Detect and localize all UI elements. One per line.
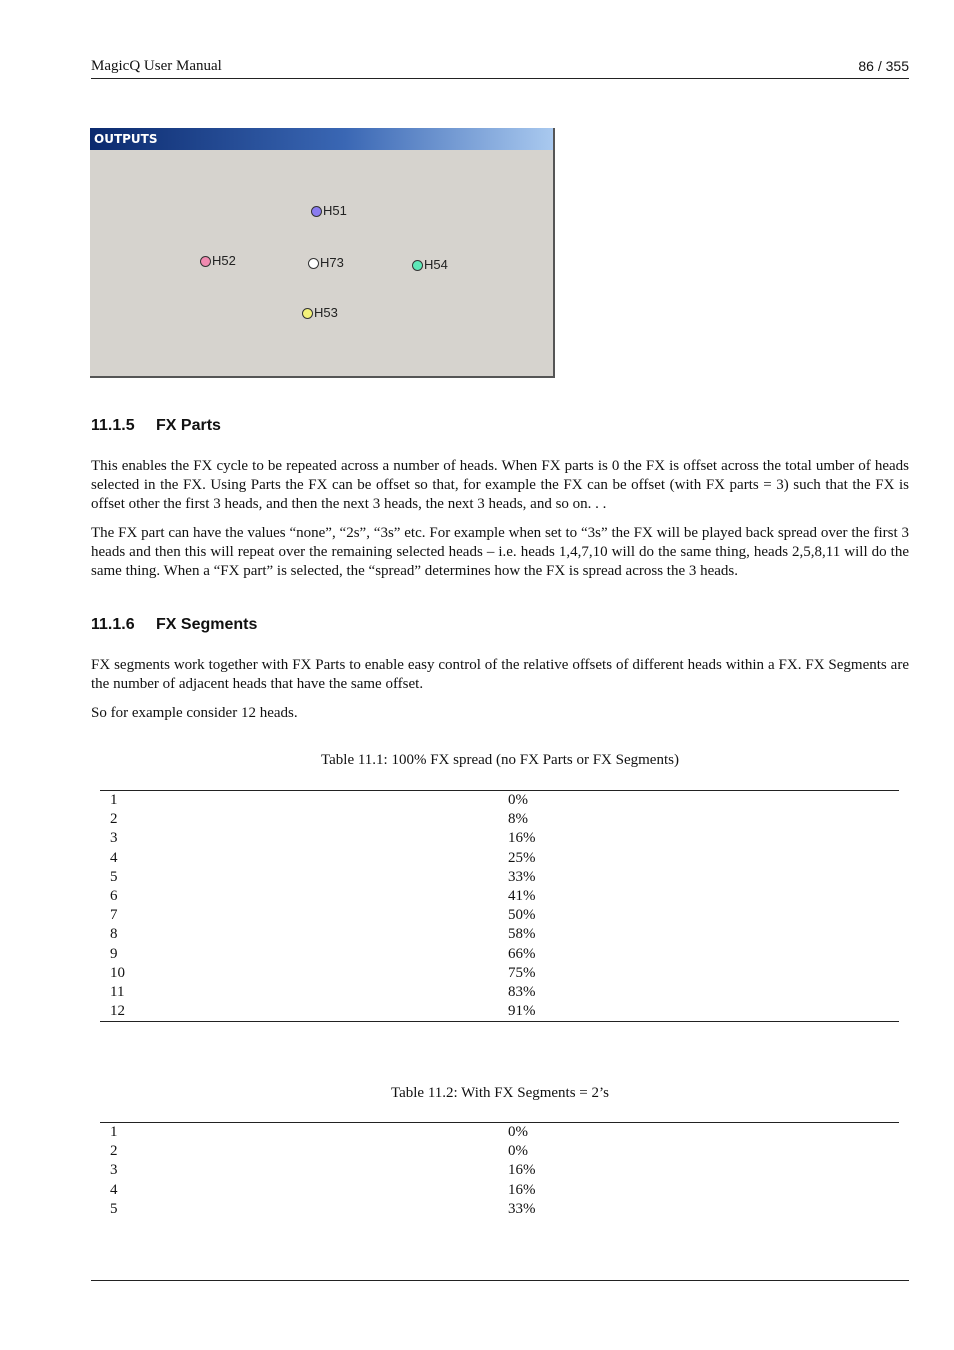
head-marker-h52[interactable]: [200, 254, 236, 268]
head-marker-h53[interactable]: [302, 306, 338, 320]
offset-cell: 0%: [508, 1124, 528, 1140]
table-caption: Table 11.1: 100% FX spread (no FX Parts or FX Segments): [321, 752, 679, 768]
table-row: [100, 887, 899, 906]
head-number-cell: 8: [110, 926, 118, 943]
offset-cell: 83%: [508, 983, 536, 1000]
head-dot-icon: [311, 206, 322, 217]
page-number: 86 / 355: [858, 58, 909, 74]
section-heading-fx-parts: [91, 417, 221, 435]
head-label: H53: [314, 305, 338, 320]
table-row: [100, 829, 899, 848]
offset-cell: 50%: [508, 907, 536, 924]
table-row: [100, 1181, 899, 1200]
table-row: [100, 810, 899, 829]
head-label: H52: [212, 253, 236, 268]
offset-cell: 58%: [508, 926, 536, 943]
section-title: FX Parts: [156, 417, 221, 434]
head-number-cell: 1: [110, 1124, 118, 1140]
head-number-cell: 6: [110, 887, 118, 904]
manual-title: MagicQ User Manual: [91, 58, 222, 74]
table-row: [100, 1123, 899, 1143]
table-row: [100, 925, 899, 944]
page-footer-rule: [91, 1280, 909, 1281]
table-row: [100, 1200, 899, 1219]
head-number-cell: 11: [110, 983, 125, 1000]
head-marker-h73[interactable]: [308, 256, 344, 270]
head-label: H73: [320, 255, 344, 270]
offset-cell: 75%: [508, 964, 536, 981]
table-row: [100, 945, 899, 964]
head-marker-h51[interactable]: [311, 204, 347, 218]
offset-cell: 25%: [508, 849, 536, 866]
fx-segments-table: [100, 1122, 899, 1219]
offset-cell: 33%: [508, 868, 536, 885]
table-caption: Table 11.2: With FX Segments = 2’s: [390, 1085, 610, 1101]
offset-cell: 16%: [508, 1181, 536, 1198]
table-row: [100, 849, 899, 868]
head-dot-icon: [302, 308, 313, 319]
fx-spread-table: [100, 790, 899, 1022]
table-row: [100, 1002, 899, 1022]
section-title: FX Segments: [156, 616, 258, 633]
head-number-cell: 7: [110, 907, 118, 924]
head-number-cell: 3: [110, 1162, 118, 1179]
offset-cell: 41%: [508, 887, 536, 904]
offset-cell: 16%: [508, 830, 536, 847]
head-number-cell: 12: [110, 1003, 125, 1020]
head-number-cell: 2: [110, 811, 118, 828]
offset-cell: 0%: [508, 792, 528, 808]
head-label: H51: [323, 203, 347, 218]
table-row: [100, 964, 899, 983]
fx-parts-paragraph-2: The FX part can have the values “none”, “2s”, “3s” etc. For example when set to “3s” the FX will be played back spread over the first 3 heads and then this will repeat over the remaining selected heads – i.e. heads 1,4,7,10 will do the same thing, heads 2,5,8,11 will do the same thing. When a “FX part” is selected, the “spread” determines how the FX is spread across the 3 heads.: [91, 525, 909, 579]
head-number-cell: 4: [110, 1181, 118, 1198]
section-number: 11.1.6: [91, 616, 135, 633]
section-heading-fx-segments: [91, 616, 257, 634]
head-number-cell: 3: [110, 830, 118, 847]
head-number-cell: 2: [110, 1143, 118, 1160]
offset-cell: 91%: [508, 1003, 536, 1020]
outputs-window: [90, 128, 555, 378]
head-number-cell: 1: [110, 792, 118, 808]
head-label: H54: [424, 257, 448, 272]
table-row: [100, 791, 899, 811]
head-number-cell: 5: [110, 868, 118, 885]
fx-parts-paragraph-1: This enables the FX cycle to be repeated across a number of heads. When FX parts is 0 the FX is offset across the total umber of heads selected in the FX. Using Parts the FX can be offset so that, for example the FX can be offset (with FX parts = 3) such that the FX is offset other the first 3 heads, and then the next 3 heads, the next 3 heads, and so on. . .: [91, 458, 909, 512]
table-row: [100, 1142, 899, 1161]
head-number-cell: 10: [110, 964, 125, 981]
fx-segments-paragraph-1: FX segments work together with FX Parts to enable easy control of the relative offsets of different heads within a FX. FX Segments are the number of adjacent heads that have the same offset.: [91, 657, 909, 692]
offset-cell: 16%: [508, 1162, 536, 1179]
head-marker-h54[interactable]: [412, 258, 448, 272]
page-header: [91, 58, 909, 79]
table-row: [100, 868, 899, 887]
table-row: [100, 983, 899, 1002]
section-number: 11.1.5: [91, 417, 135, 434]
head-dot-icon: [200, 256, 211, 267]
head-dot-icon: [412, 260, 423, 271]
head-number-cell: 4: [110, 849, 118, 866]
head-number-cell: 5: [110, 1200, 118, 1217]
head-number-cell: 9: [110, 945, 118, 962]
table-row: [100, 1161, 899, 1180]
head-dot-icon: [308, 258, 319, 269]
offset-cell: 33%: [508, 1200, 536, 1217]
offset-cell: 0%: [508, 1143, 528, 1160]
outputs-titlebar: OUTPUTS: [90, 128, 553, 150]
table-row: [100, 906, 899, 925]
offset-cell: 66%: [508, 945, 536, 962]
fx-segments-paragraph-2: So for example consider 12 heads.: [91, 705, 298, 721]
offset-cell: 8%: [508, 811, 528, 828]
